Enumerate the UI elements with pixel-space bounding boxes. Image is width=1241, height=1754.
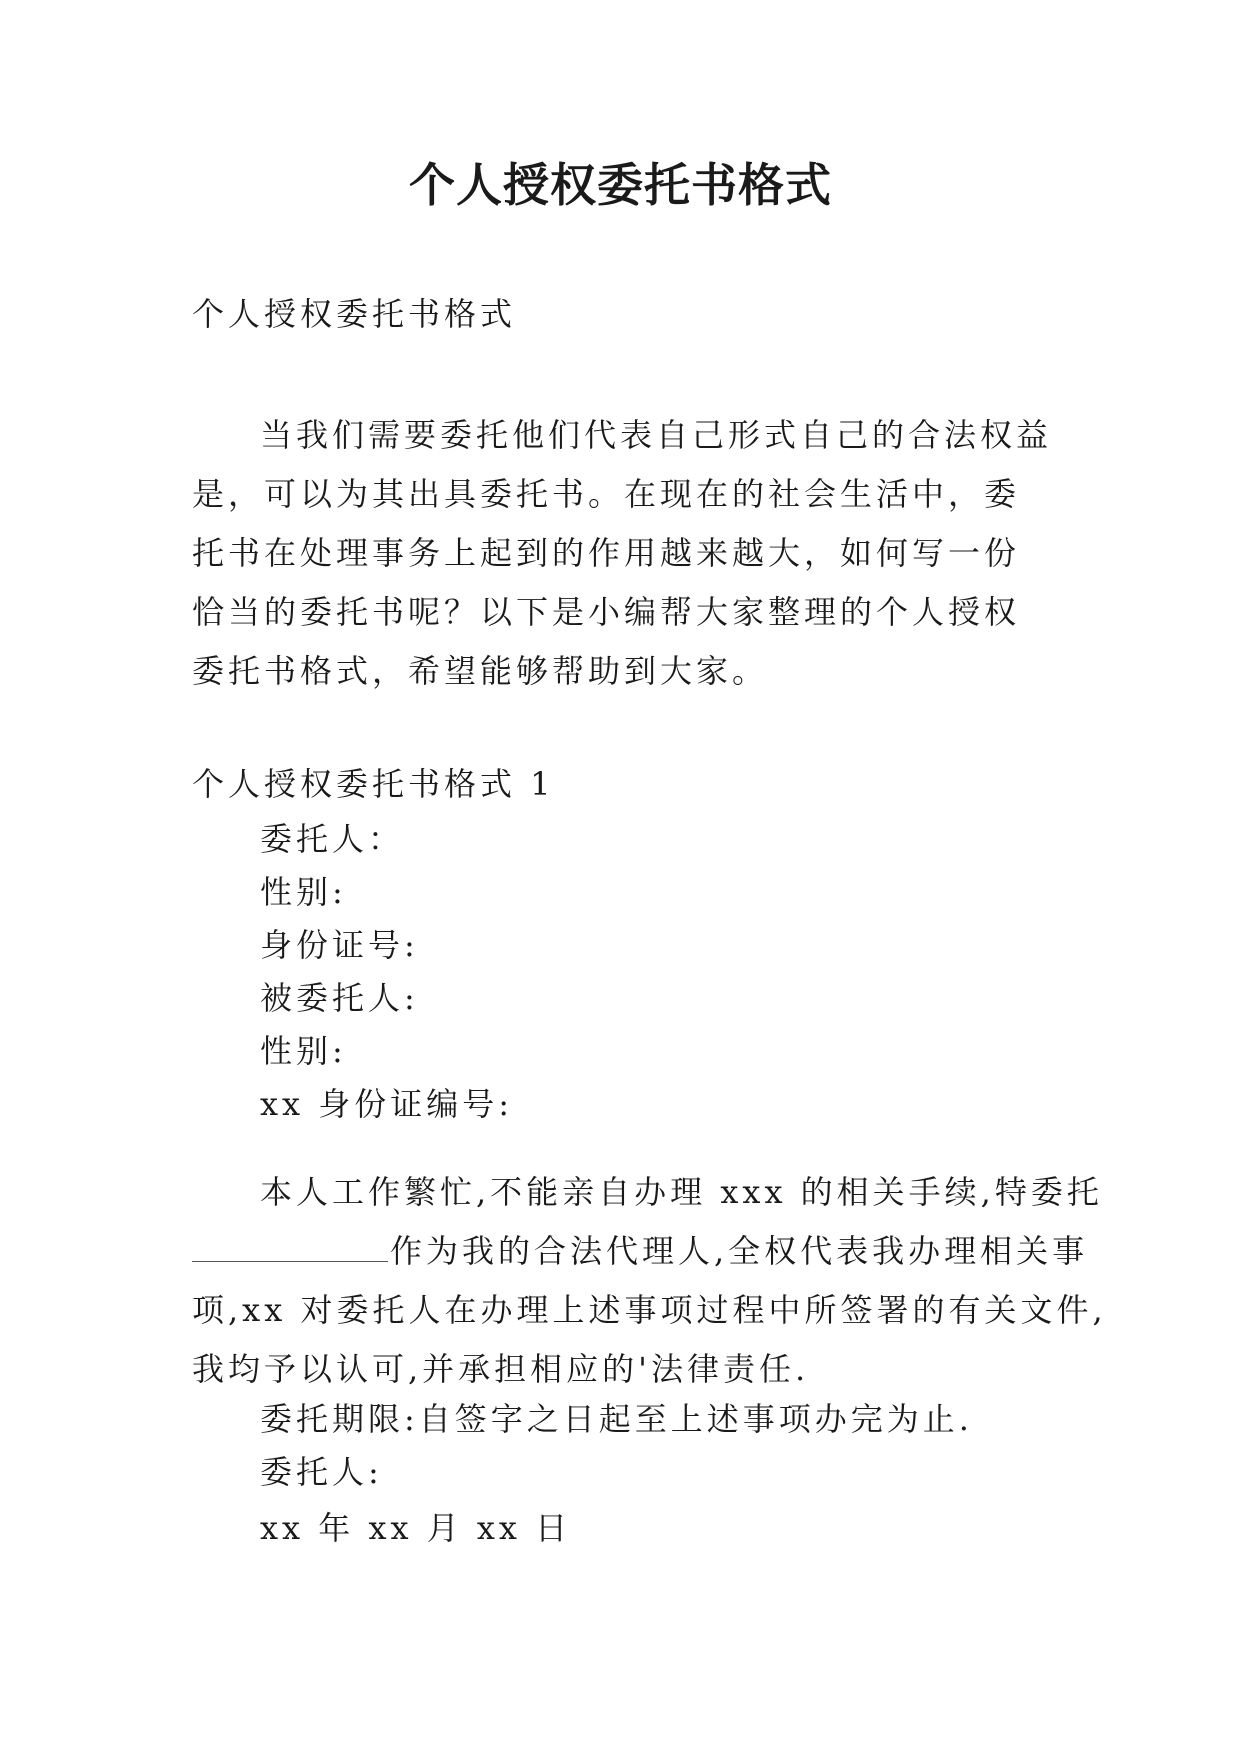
id-number-label: 身份证号: [260, 926, 419, 964]
authorization-line-4: 我均予以认可,并承担相应的'法律责任. [192, 1350, 810, 1388]
authorization-line-2 [192, 1222, 1089, 1281]
agent-name-blank [192, 1231, 388, 1262]
signature-label: 委托人: [260, 1453, 383, 1491]
authorization-line-3: 项,xx 对委托人在办理上述事项过程中所签署的有关文件, [192, 1291, 1107, 1329]
term-line: 委托期限:自签字之日起至上述事项办完为止. [260, 1400, 973, 1438]
authorization-line-2-text: 作为我的合法代理人,全权代表我办理相关事 [390, 1232, 1089, 1270]
principal-label: 委托人： [260, 820, 405, 858]
authorization-line-1: 本人工作繁忙,不能亲自办理 xxx 的相关手续,特委托 [260, 1173, 1103, 1211]
authorization-paragraph [192, 1163, 1107, 1399]
agent-id-number-label: xx 身份证编号: [260, 1085, 514, 1123]
document-subtitle: 个人授权委托书格式 [192, 295, 517, 333]
date-line: xx 年 xx 月 xx 日 [260, 1509, 572, 1547]
agent-gender-label: 性别: [260, 1032, 347, 1070]
document-title: 个人授权委托书格式 [409, 158, 832, 212]
gender-label: 性别: [260, 873, 347, 911]
section-heading: 个人授权委托书格式 1 [192, 765, 555, 803]
intro-paragraph: 当我们需要委托他们代表自己形式自己的合法权益是，可以为其出具委托书。在现在的社会生活中，委托书在处理事务上起到的作用越来越大，如何写一份恰当的委托书呢？以下是小编帮大家整理的个人授权委托书格式，希望能够帮助到大家。 [192, 416, 1053, 690]
agent-label: 被委托人: [260, 979, 419, 1017]
